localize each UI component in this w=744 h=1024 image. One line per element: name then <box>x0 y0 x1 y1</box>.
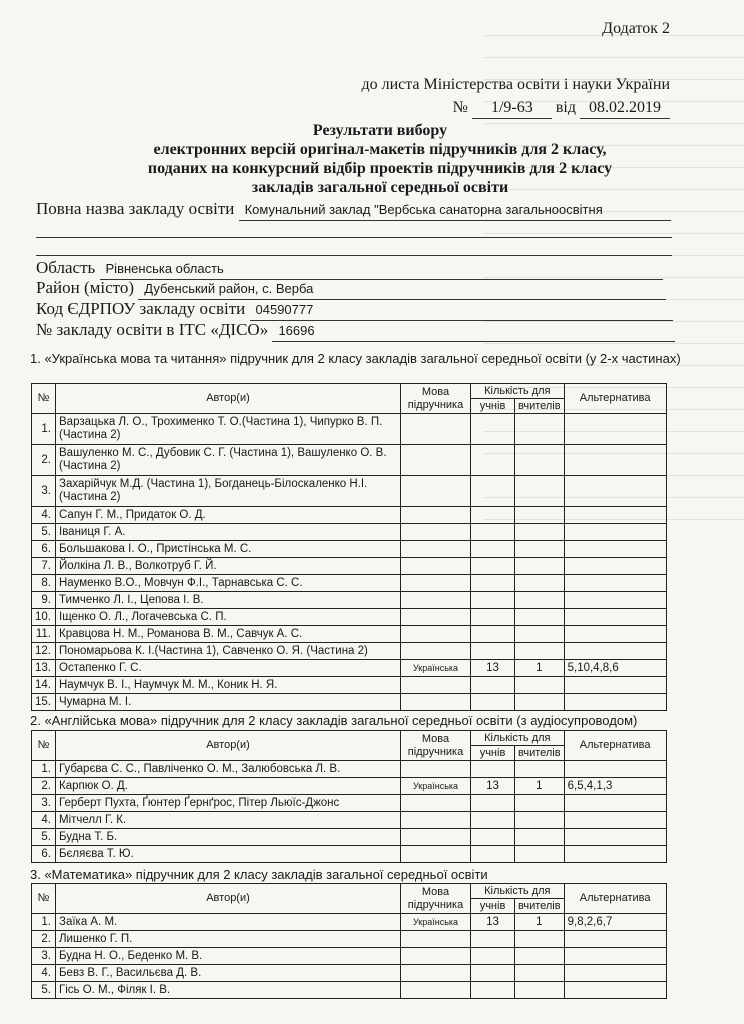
row-students <box>471 643 515 660</box>
district-field <box>36 278 666 300</box>
row-author: Іщенко О. Л., Логачевська С. П. <box>56 609 401 626</box>
table-row <box>32 524 667 541</box>
table-row <box>32 846 667 863</box>
row-number: 15. <box>32 694 56 711</box>
row-teachers <box>515 592 565 609</box>
row-students <box>471 982 515 999</box>
row-alternative: 9,8,2,6,7 <box>564 914 666 931</box>
row-language: Українська <box>401 914 471 931</box>
title-line: Результати вибору <box>312 122 448 139</box>
row-students <box>471 609 515 626</box>
row-language <box>401 507 471 524</box>
row-author: Захарійчук М.Д. (Частина 1), Богданець-Білоскаленко Н.І. (Частина 2) <box>56 476 401 507</box>
row-author: Вашуленко М. С., Дубовик С. Г. (Частина 1), Вашуленко О. В. (Частина 2) <box>56 445 401 476</box>
table-row <box>32 982 667 999</box>
row-author: Будна Н. О., Беденко М. В. <box>56 948 401 965</box>
col-language: Мова підручника <box>401 384 471 414</box>
row-alternative <box>564 694 666 711</box>
row-students <box>471 541 515 558</box>
table-row <box>32 965 667 982</box>
row-teachers <box>515 476 565 507</box>
col-quantity: Кількість для <box>471 384 565 399</box>
col-students: учнів <box>471 746 515 761</box>
row-number: 5. <box>32 829 56 846</box>
row-language <box>401 948 471 965</box>
row-author: Лишенко Г. П. <box>56 931 401 948</box>
row-author: Іваниця Г. А. <box>56 524 401 541</box>
col-alternative: Альтернатива <box>564 384 666 414</box>
row-alternative <box>564 524 666 541</box>
row-number: 8. <box>32 575 56 592</box>
row-author: Гісь О. М., Філяк І. В. <box>56 982 401 999</box>
row-author: Чумарна М. І. <box>56 694 401 711</box>
row-teachers <box>515 626 565 643</box>
row-alternative <box>564 761 666 778</box>
row-alternative <box>564 931 666 948</box>
row-language <box>401 541 471 558</box>
letter-number: 1/9-63 <box>472 97 552 119</box>
row-teachers <box>515 795 565 812</box>
row-language <box>401 829 471 846</box>
row-number: 6. <box>32 846 56 863</box>
table-row <box>32 558 667 575</box>
row-students <box>471 812 515 829</box>
table-row <box>32 609 667 626</box>
row-teachers <box>515 524 565 541</box>
school-name-value: Комунальний заклад "Вербська санаторна загальноосвітня <box>239 200 671 221</box>
row-teachers <box>515 609 565 626</box>
row-author: Йолкіна Л. В., Волкотруб Г. Й. <box>56 558 401 575</box>
row-language <box>401 558 471 575</box>
row-language <box>401 592 471 609</box>
appendix-label: Додаток 2 <box>602 20 670 37</box>
row-teachers <box>515 558 565 575</box>
row-author: Пономарьова К. І.(Частина 1), Савченко О. Я. (Частина 2) <box>56 643 401 660</box>
row-alternative <box>564 812 666 829</box>
row-students <box>471 476 515 507</box>
row-alternative <box>564 643 666 660</box>
row-number: 2. <box>32 931 56 948</box>
table-row <box>32 445 667 476</box>
district-value: Дубенський район, с. Верба <box>138 279 666 300</box>
row-students <box>471 677 515 694</box>
row-author: Варзацька Л. О., Трохименко Т. О.(Частина 1), Чипурко В. П. (Частина 2) <box>56 414 401 445</box>
table-row <box>32 575 667 592</box>
table-row <box>32 592 667 609</box>
row-language <box>401 414 471 445</box>
title-line: закладів загальної середньої освіти <box>251 179 509 196</box>
row-students <box>471 829 515 846</box>
row-students <box>471 592 515 609</box>
table-row <box>32 626 667 643</box>
row-teachers <box>515 694 565 711</box>
its-label: № закладу освіти в ІТС «ДІСО» <box>36 320 269 339</box>
header-row <box>32 884 667 899</box>
row-language: Українська <box>401 660 471 677</box>
document-title <box>30 121 730 197</box>
row-alternative <box>564 507 666 524</box>
row-author: Науменко В.О., Мовчун Ф.І., Тарнавська С. С. <box>56 575 401 592</box>
row-number: 12. <box>32 643 56 660</box>
number-label: № <box>452 99 468 116</box>
row-teachers <box>515 414 565 445</box>
row-alternative <box>564 541 666 558</box>
col-teachers: вчителів <box>515 899 565 914</box>
edrpou-label: Код ЄДРПОУ закладу освіти <box>36 299 246 318</box>
row-number: 6. <box>32 541 56 558</box>
table-row <box>32 761 667 778</box>
row-alternative <box>564 829 666 846</box>
row-number: 3. <box>32 948 56 965</box>
row-number: 13. <box>32 660 56 677</box>
row-students <box>471 846 515 863</box>
row-language <box>401 626 471 643</box>
table-row <box>32 812 667 829</box>
table-row <box>32 414 667 445</box>
blank-line <box>36 237 672 238</box>
header-row <box>32 731 667 746</box>
row-teachers <box>515 829 565 846</box>
row-language <box>401 609 471 626</box>
date-label: від <box>555 99 576 116</box>
col-number: № <box>32 884 56 914</box>
row-number: 9. <box>32 592 56 609</box>
row-language <box>401 795 471 812</box>
row-students: 13 <box>471 660 515 677</box>
row-number: 4. <box>32 507 56 524</box>
row-language <box>401 575 471 592</box>
row-alternative <box>564 626 666 643</box>
english-textbook-table <box>31 730 667 863</box>
header-row <box>32 384 667 399</box>
row-author: Бевз В. Г., Васильєва Д. В. <box>56 965 401 982</box>
table-row <box>32 948 667 965</box>
table-row <box>32 795 667 812</box>
its-field <box>36 320 675 342</box>
row-number: 1. <box>32 914 56 931</box>
school-name-label: Повна назва закладу освіти <box>36 199 235 218</box>
row-number: 11. <box>32 626 56 643</box>
row-author: Наумчук В. І., Наумчук М. М., Коник Н. Я. <box>56 677 401 694</box>
row-students <box>471 558 515 575</box>
col-alternative: Альтернатива <box>564 731 666 761</box>
row-students <box>471 626 515 643</box>
row-alternative <box>564 476 666 507</box>
row-author: Сапун Г. М., Придаток О. Д. <box>56 507 401 524</box>
col-alternative: Альтернатива <box>564 884 666 914</box>
row-number: 1. <box>32 414 56 445</box>
row-language <box>401 931 471 948</box>
row-students <box>471 445 515 476</box>
row-alternative <box>564 795 666 812</box>
col-author: Автор(и) <box>56 884 401 914</box>
row-alternative <box>564 592 666 609</box>
row-students <box>471 948 515 965</box>
row-language <box>401 643 471 660</box>
row-alternative <box>564 575 666 592</box>
row-teachers <box>515 541 565 558</box>
col-quantity: Кількість для <box>471 884 565 899</box>
edrpou-value: 04590777 <box>250 300 673 321</box>
row-language <box>401 677 471 694</box>
row-alternative <box>564 414 666 445</box>
row-language <box>401 694 471 711</box>
col-author: Автор(и) <box>56 384 401 414</box>
table-row <box>32 476 667 507</box>
row-students <box>471 507 515 524</box>
table-row <box>32 914 667 931</box>
row-language <box>401 761 471 778</box>
row-alternative: 5,10,4,8,6 <box>564 660 666 677</box>
letter-number-date <box>453 97 670 119</box>
row-alternative <box>564 677 666 694</box>
row-author: Карпюк О. Д. <box>56 778 401 795</box>
row-number: 5. <box>32 982 56 999</box>
row-students <box>471 414 515 445</box>
row-alternative: 6,5,4,1,3 <box>564 778 666 795</box>
row-number: 2. <box>32 445 56 476</box>
math-textbook-table <box>31 883 667 999</box>
row-teachers <box>515 677 565 694</box>
table-row <box>32 694 667 711</box>
district-label: Район (місто) <box>36 278 134 297</box>
row-teachers <box>515 761 565 778</box>
row-teachers <box>515 575 565 592</box>
col-number: № <box>32 731 56 761</box>
row-number: 3. <box>32 795 56 812</box>
row-number: 7. <box>32 558 56 575</box>
blank-line <box>36 255 672 256</box>
table-row <box>32 778 667 795</box>
row-author: Остапенко Г. С. <box>56 660 401 677</box>
row-teachers <box>515 445 565 476</box>
section-heading-math: 3. «Математика» підручник для 2 класу закладів загальної середньої освіти <box>30 867 488 882</box>
row-teachers <box>515 812 565 829</box>
row-language <box>401 476 471 507</box>
row-number: 2. <box>32 778 56 795</box>
row-teachers <box>515 948 565 965</box>
row-author: Кравцова Н. М., Романова В. М., Савчук А. С. <box>56 626 401 643</box>
col-language: Мова підручника <box>401 731 471 761</box>
row-author: Бєляєва Т. Ю. <box>56 846 401 863</box>
table-row <box>32 541 667 558</box>
row-number: 14. <box>32 677 56 694</box>
row-author: Заїка А. М. <box>56 914 401 931</box>
row-students: 13 <box>471 778 515 795</box>
row-language <box>401 965 471 982</box>
row-alternative <box>564 948 666 965</box>
row-number: 10. <box>32 609 56 626</box>
row-teachers: 1 <box>515 914 565 931</box>
row-alternative <box>564 982 666 999</box>
row-students <box>471 795 515 812</box>
row-author: Мітчелл Г. К. <box>56 812 401 829</box>
region-label: Область <box>36 258 96 277</box>
row-teachers: 1 <box>515 660 565 677</box>
table-row <box>32 931 667 948</box>
col-students: учнів <box>471 899 515 914</box>
row-language <box>401 846 471 863</box>
table-row <box>32 660 667 677</box>
school-name-field <box>36 199 671 221</box>
row-language <box>401 982 471 999</box>
row-alternative <box>564 965 666 982</box>
title-line: електронних версій оригінал-макетів підручників для 2 класу, <box>153 141 607 158</box>
row-students <box>471 694 515 711</box>
row-teachers <box>515 846 565 863</box>
row-number: 1. <box>32 761 56 778</box>
row-author: Губарєва С. С., Павліченко О. М., Залюбовська Л. В. <box>56 761 401 778</box>
col-number: № <box>32 384 56 414</box>
col-quantity: Кількість для <box>471 731 565 746</box>
row-number: 4. <box>32 965 56 982</box>
row-alternative <box>564 445 666 476</box>
row-author: Тимченко Л. І., Цепова І. В. <box>56 592 401 609</box>
col-teachers: вчителів <box>515 746 565 761</box>
region-value: Рівненська область <box>100 259 663 280</box>
ukrainian-textbook-table <box>31 383 667 711</box>
letter-date: 08.02.2019 <box>580 97 670 119</box>
row-number: 5. <box>32 524 56 541</box>
row-students <box>471 965 515 982</box>
row-students <box>471 931 515 948</box>
title-line: поданих на конкурсний відбір проектів підручників для 2 класу <box>147 160 613 177</box>
table-row <box>32 829 667 846</box>
edrpou-field <box>36 299 673 321</box>
table-row <box>32 677 667 694</box>
row-number: 3. <box>32 476 56 507</box>
row-number: 4. <box>32 812 56 829</box>
row-teachers: 1 <box>515 778 565 795</box>
row-teachers <box>515 931 565 948</box>
row-teachers <box>515 965 565 982</box>
row-language <box>401 524 471 541</box>
col-language: Мова підручника <box>401 884 471 914</box>
row-alternative <box>564 846 666 863</box>
table-row <box>32 643 667 660</box>
row-alternative <box>564 558 666 575</box>
its-value: 16696 <box>272 321 675 342</box>
row-author: Большакова І. О., Пристінська М. С. <box>56 541 401 558</box>
row-author: Будна Т. Б. <box>56 829 401 846</box>
row-students <box>471 761 515 778</box>
section-heading-ukrainian: 1. «Українська мова та читання» підручник для 2 класу закладів загальної середньої освіти (у 2-х частинах) <box>30 351 681 366</box>
row-author: Герберт Пухта, Ґюнтер Ґернґрос, Пітер Льюїс-Джонс <box>56 795 401 812</box>
col-teachers: вчителів <box>515 399 565 414</box>
row-students <box>471 524 515 541</box>
row-teachers <box>515 507 565 524</box>
region-field <box>36 258 663 280</box>
row-teachers <box>515 643 565 660</box>
row-language <box>401 445 471 476</box>
section-heading-english: 2. «Англійська мова» підручник для 2 класу закладів загальної середньої освіти (з аудіосупроводом) <box>30 713 638 728</box>
row-alternative <box>564 609 666 626</box>
row-language <box>401 812 471 829</box>
col-students: учнів <box>471 399 515 414</box>
row-students <box>471 575 515 592</box>
row-teachers <box>515 982 565 999</box>
row-language: Українська <box>401 778 471 795</box>
table-row <box>32 507 667 524</box>
letter-reference: до листа Міністерства освіти і науки України <box>361 76 670 93</box>
col-author: Автор(и) <box>56 731 401 761</box>
row-students: 13 <box>471 914 515 931</box>
